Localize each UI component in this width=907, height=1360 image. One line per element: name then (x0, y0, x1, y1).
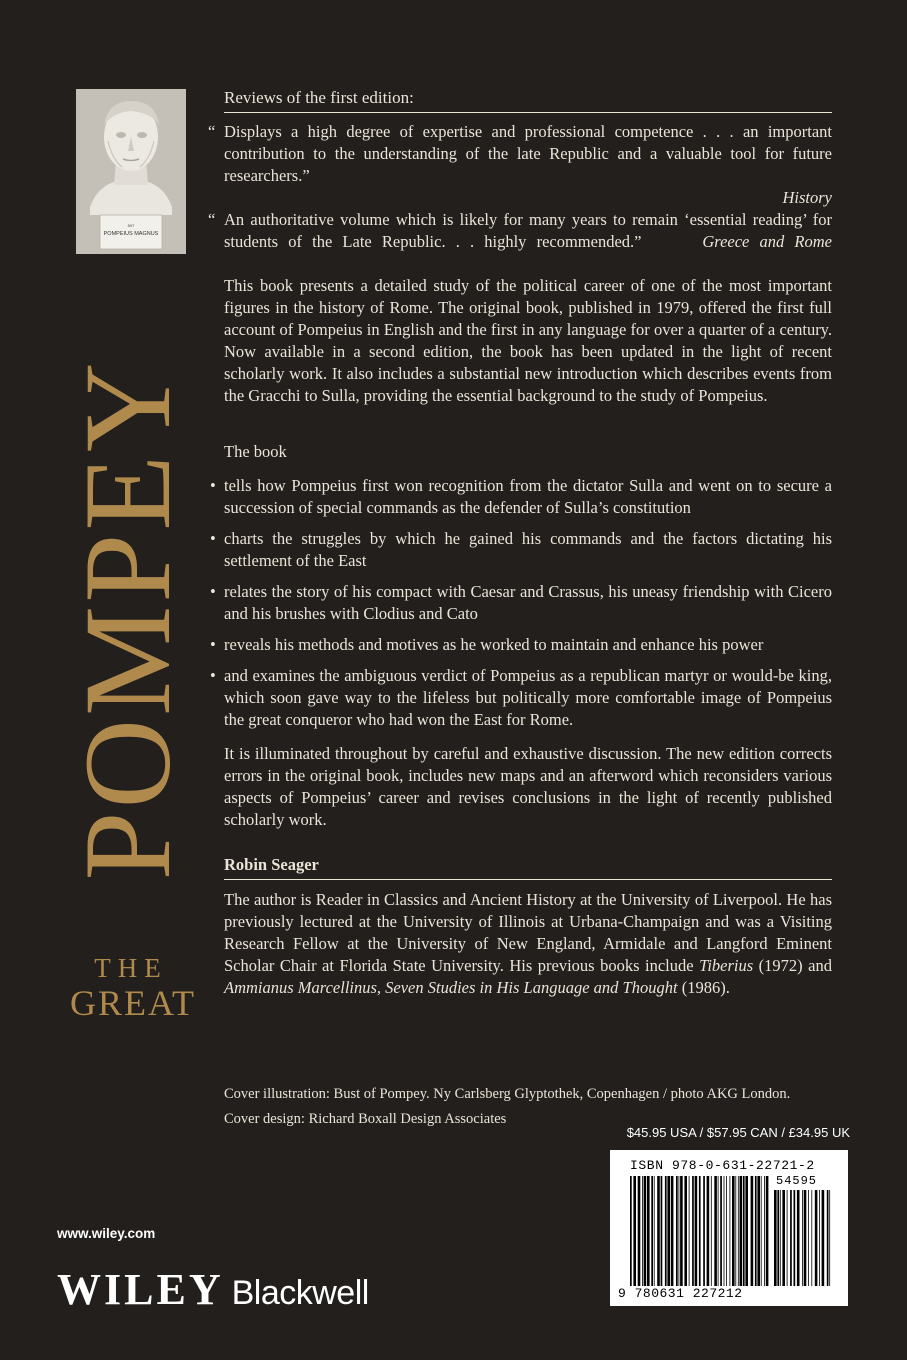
author-book-title: Tiberius (699, 956, 754, 975)
barcode-bar (827, 1190, 829, 1286)
barcode-bar (787, 1190, 788, 1286)
bullet-text: and examines the ambiguous verdict of Pompeius as a republican martyr or would-be king, which soon gave way to the lifeless but politically more comfortable image of Pompeius the great conqueror who had won the East for Rome. (224, 666, 832, 729)
barcode-bar (676, 1176, 678, 1286)
author-book-title: Ammianus Marcellinus, Seven Studies in His Language and Thought (224, 978, 678, 997)
barcode-bar (738, 1176, 739, 1286)
book-description: This book presents a detailed study of the political career of one of the most important figures in the history of Rome. The original book, published in 1979, offered the first full account of Pompeius in English and the first in any language for over a quarter of a century. Now available in a second edition, the book has been updated in the light of recent scholarly work. It also includes a substantial new introduction which describes events from the Gracchi to Sulla, providing the essential background to the study of Pompeius. (224, 276, 832, 405)
barcode-bar (780, 1190, 781, 1286)
barcode-bar (718, 1176, 719, 1286)
barcode-bar (815, 1190, 818, 1286)
barcode-bar (711, 1176, 712, 1286)
barcode-bar (732, 1176, 735, 1286)
list-item (208, 528, 832, 572)
barcode-bar (726, 1176, 727, 1286)
bullet-icon: • (210, 582, 216, 601)
barcode-bar (665, 1176, 667, 1286)
barcode-bar (740, 1176, 743, 1286)
quote-mark: “ (208, 122, 216, 141)
barcode-bar (724, 1176, 725, 1286)
quote-mark: “ (208, 210, 216, 229)
barcode-bar (751, 1176, 754, 1286)
review-text: An authoritative volume which is likely for many years to remain ‘essential reading’ for students of the Late Republic. . . highly recommended.” (224, 210, 832, 251)
barcode-bar (679, 1176, 680, 1286)
publisher-url: www.wiley.com (57, 1226, 156, 1241)
barcode-bar (766, 1176, 769, 1286)
barcode-bar (777, 1190, 779, 1286)
barcode-bar (642, 1176, 643, 1286)
barcode-bar (671, 1176, 674, 1286)
list-item (208, 581, 832, 625)
barcode-bar (651, 1176, 653, 1286)
barcode-bar (743, 1176, 745, 1286)
barcode-panel (610, 1150, 848, 1306)
barcode-bar (757, 1176, 760, 1286)
bullet-text: charts the struggles by which he gained his commands and the factors dictating his settlement of the East (224, 529, 832, 570)
author-bio-text: The author is Reader in Classics and Ancient History at the University of Liverpool. He has previously lectured at the University of Illinois at Urbana-Champaign and was a Visiting Research Fellow at the University of New England, Armidale and Langford Eminent Scholar Chair at Florida State University. His previous books include (224, 890, 832, 975)
barcode-bar (829, 1190, 830, 1286)
list-item (208, 475, 832, 519)
barcode-bar (684, 1176, 687, 1286)
ean-barcode (630, 1176, 770, 1286)
review-source: Greece and Rome (702, 232, 832, 251)
book-bullet-list (208, 475, 832, 740)
barcode-bar (707, 1176, 710, 1286)
barcode-bar (774, 1190, 777, 1286)
isbn-text: ISBN 978-0-631-22721-2 (630, 1158, 815, 1173)
reviews-heading: Reviews of the first edition: (224, 88, 832, 113)
barcode-bar (797, 1190, 800, 1286)
barcode-bar (689, 1176, 690, 1286)
barcode-bar (714, 1176, 717, 1286)
barcode-bar (755, 1176, 757, 1286)
bullet-icon: • (210, 635, 216, 654)
barcode-bar (695, 1176, 698, 1286)
barcode-bar (794, 1190, 796, 1286)
barcode-bar (782, 1190, 785, 1286)
bullet-icon: • (210, 666, 216, 685)
barcode-bar (633, 1176, 636, 1286)
barcode-bar (804, 1190, 807, 1286)
barcode-bar (692, 1176, 694, 1286)
barcode-bar (735, 1176, 736, 1286)
barcode-bar (808, 1190, 809, 1286)
barcode-bar (761, 1176, 762, 1286)
barcode-bar (720, 1176, 722, 1286)
review-source: History (782, 188, 832, 207)
author-bio-text: (1972) and (753, 956, 832, 975)
barcode-bar (654, 1176, 655, 1286)
author-name: Robin Seager (224, 855, 832, 880)
wiley-blackwell-logo (57, 1264, 369, 1315)
bullet-text: relates the story of his compact with Caesar and Crassus, his uneasy friendship with Cicero and his brushes with Clodius and Cato (224, 582, 832, 623)
barcode-bar (790, 1190, 792, 1286)
barcode-bar (647, 1176, 650, 1286)
bullet-icon: • (210, 476, 216, 495)
author-bio (224, 889, 832, 999)
barcode-bar (819, 1190, 820, 1286)
review-text: Displays a high degree of expertise and professional competence . . . an important contribution to the understanding of the late Republic and a valuable tool for future researchers.” (224, 122, 832, 185)
book-closing-paragraph: It is illuminated throughout by careful and exhaustive discussion. The new edition corrects errors in the original book, includes new maps and an afterword which reconsiders various aspects of Pompeius’ career and revises conclusions in the light of recently published scholarly work. (224, 744, 832, 829)
barcode-bar (630, 1176, 632, 1286)
bust-caption: POMPEIUS MAGNUS (103, 231, 159, 237)
barcode-bar (745, 1176, 748, 1286)
title-pompey: POMPEY (59, 359, 196, 881)
list-item (208, 665, 832, 731)
barcode-bar (811, 1190, 812, 1286)
author-bio-text: (1986). (677, 978, 730, 997)
barcode-bar (638, 1176, 641, 1286)
svg-text:597: 597 (127, 223, 135, 228)
review-quote-1 (208, 121, 832, 209)
addon-barcode (774, 1190, 832, 1286)
the-book-heading: The book (224, 442, 287, 461)
bullet-text: tells how Pompeius first won recognition from the dictator Sulla and went on to secure a succession of special commands as the defender of Sulla’s constitution (224, 476, 832, 517)
barcode-bar (703, 1176, 705, 1286)
logo-wiley: WILEY (57, 1265, 224, 1314)
cover-design-credit: Cover design: Richard Boxall Design Associates (224, 1111, 507, 1127)
barcode-bar (644, 1176, 647, 1286)
bullet-text: reveals his methods and motives as he worked to maintain and enhance his power (224, 635, 764, 654)
barcode-bar (730, 1176, 731, 1286)
bust-of-pompey-image (76, 89, 186, 254)
barcode-bar (661, 1176, 663, 1286)
barcode-bar (802, 1190, 803, 1286)
barcode-bar (764, 1176, 765, 1286)
barcode-bar (657, 1176, 660, 1286)
barcode-bar (822, 1190, 825, 1286)
title-great: GREAT (70, 983, 196, 1023)
cover-illustration-credit: Cover illustration: Bust of Pompey. Ny Carlsberg Glyptothek, Copenhagen / photo AKG London. (224, 1086, 791, 1102)
list-item (208, 634, 832, 656)
review-quote-2 (208, 209, 832, 253)
barcode-bar (699, 1176, 701, 1286)
addon-digits: 54595 (776, 1174, 818, 1188)
barcode-bar (667, 1176, 670, 1286)
title-the: THE (94, 953, 168, 983)
logo-blackwell: Blackwell (231, 1274, 369, 1312)
price-label: $45.95 USA / $57.95 CAN / £34.95 UK (626, 1125, 850, 1140)
ean-digits: 9 780631 227212 (618, 1286, 743, 1301)
barcode-bar (680, 1176, 683, 1286)
bullet-icon: • (210, 529, 216, 548)
